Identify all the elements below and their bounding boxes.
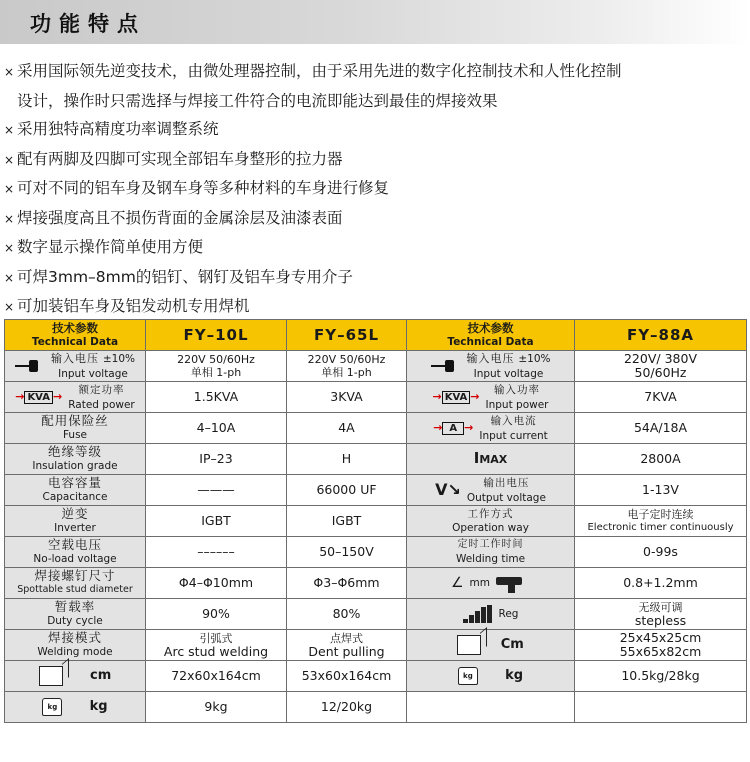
table-row — [5, 630, 747, 661]
bullet-mark: × — [4, 241, 15, 255]
plug-icon — [15, 359, 45, 373]
label-input-power: → KVA → 输入功率 Input power — [407, 382, 575, 413]
feature-item: × 可焊3mm–8mm的铝钉、钢钉及铝车身专用介子 — [4, 263, 748, 293]
bullet-mark: × — [4, 270, 15, 285]
label-regulation: Reg — [407, 599, 575, 630]
label-welding-mode: 焊接模式 Welding mode — [5, 630, 146, 661]
label-input-voltage: 输入电压 ±10% Input voltage — [5, 351, 146, 382]
weight-icon: kg — [42, 698, 62, 716]
label-input-voltage-right: 输入电压 ±10% Input voltage — [407, 351, 575, 382]
weld-gun-icon — [496, 574, 530, 592]
table-row — [5, 537, 747, 568]
label-rated-power: → KVA → 额定功率 Rated power — [5, 382, 146, 413]
value-cell: 66000 UF — [287, 475, 407, 506]
output-voltage-icon: V↘ — [435, 480, 461, 499]
value-cell: 0.8+1.2mm — [575, 568, 747, 599]
label-inverter: 逆变 Inverter — [5, 506, 146, 537]
value-cell: 53x60x164cm — [287, 661, 407, 692]
label-operation-way: 工作方式 Operation way — [407, 506, 575, 537]
feature-item: × 焊接强度高且不损伤背面的金属涂层及油漆表面 — [4, 204, 748, 234]
label-wire-diameter: ∠ mm — [407, 568, 575, 599]
value-cell: 0-99s — [575, 537, 747, 568]
table-row — [5, 692, 747, 723]
label-imax: IMAX — [407, 444, 575, 475]
bullet-mark: × — [4, 182, 15, 196]
table-row — [5, 599, 747, 630]
feature-item: × 采用独特高精度功率调整系统 — [4, 115, 748, 145]
label-input-current: → A → 输入电流 Input current — [407, 413, 575, 444]
label-capacitance: 电容容量 Capacitance — [5, 475, 146, 506]
value-cell: 72x60x164cm — [146, 661, 287, 692]
label-stud-diameter: 焊接螺钉尺寸 Spottable stud diameter — [5, 568, 146, 599]
feature-list — [4, 57, 748, 322]
feature-item: × 数字显示操作简单使用方便 — [4, 233, 748, 263]
value-cell: 10.5kg/28kg — [575, 661, 747, 692]
header-model-fy88a: FY–88A — [575, 320, 747, 351]
value-cell: 50–150V — [287, 537, 407, 568]
page-title: 功能特点 — [30, 12, 146, 36]
feature-item: × 配有两脚及四脚可实现全部铝车身整形的拉力器 — [4, 145, 748, 175]
feature-item: × 可对不同的铝车身及钢车身等多种材料的车身进行修复 — [4, 174, 748, 204]
table-row — [5, 568, 747, 599]
table-row — [5, 506, 747, 537]
value-cell: IP–23 — [146, 444, 287, 475]
value-cell: 引弧式 Arc stud welding — [146, 630, 287, 661]
value-cell: 80% — [287, 599, 407, 630]
feature-item: × 采用国际领先逆变技术，由微处理器控制，由于采用先进的数字化控制技术和人性化控制 — [4, 57, 748, 87]
label-weight-left: kg kg — [5, 692, 146, 723]
bullet-mark: × — [4, 211, 15, 226]
plug-icon — [431, 359, 461, 373]
weight-icon: kg — [458, 667, 478, 685]
value-cell: 220V 50/60Hz 单相 1-ph — [146, 351, 287, 382]
table-row — [5, 413, 747, 444]
value-cell: 4A — [287, 413, 407, 444]
label-insulation-grade: 绝缘等级 Insulation grade — [5, 444, 146, 475]
table-row — [5, 661, 747, 692]
value-cell: 3KVA — [287, 382, 407, 413]
value-cell: 220V 50/60Hz 单相 1-ph — [287, 351, 407, 382]
header-technical-data-right: 技术参数 Technical Data — [407, 320, 575, 351]
value-cell: 25x45x25cm 55x65x82cm — [575, 630, 747, 661]
label-weight-right: kg kg — [407, 661, 575, 692]
value-cell: 12/20kg — [287, 692, 407, 723]
label-welding-time: 定时工作时间 Welding time — [407, 537, 575, 568]
table-row — [5, 444, 747, 475]
stairs-icon — [463, 605, 493, 623]
label-duty-cycle: 暂载率 Duty cycle — [5, 599, 146, 630]
table-row — [5, 351, 747, 382]
table-row — [5, 475, 747, 506]
label-fuse: 配用保险丝 Fuse — [5, 413, 146, 444]
value-cell: 220V/ 380V 50/60Hz — [575, 351, 747, 382]
value-cell: 电子定时连续 Electronic timer continuously — [575, 506, 747, 537]
empty-cell — [407, 692, 575, 723]
value-cell: 1.5KVA — [146, 382, 287, 413]
kva-icon: → KVA → — [15, 390, 63, 403]
value-cell: 90% — [146, 599, 287, 630]
box-icon — [457, 635, 481, 655]
value-cell: H — [287, 444, 407, 475]
kva-icon: → KVA → — [432, 390, 480, 403]
header-model-fy65l: FY–65L — [287, 320, 407, 351]
value-cell: 54A/18A — [575, 413, 747, 444]
label-dimensions-left: cm — [5, 661, 146, 692]
feature-item: × 可加装铝车身及铝发动机专用焊机 — [4, 292, 748, 322]
value-cell: IGBT — [287, 506, 407, 537]
label-output-voltage: V↘ 输出电压 Output voltage — [407, 475, 575, 506]
label-no-load-voltage: 空载电压 No-load voltage — [5, 537, 146, 568]
value-cell: –––––– — [146, 537, 287, 568]
value-cell: ——— — [146, 475, 287, 506]
value-cell: 无级可调 stepless — [575, 599, 747, 630]
table-row — [5, 382, 747, 413]
box-icon — [39, 666, 63, 686]
feature-item: 设计，操作时只需选择与焊接工件符合的电流即能达到最佳的焊接效果 — [17, 91, 498, 110]
value-cell: IGBT — [146, 506, 287, 537]
table-header-row — [5, 320, 747, 351]
bullet-mark: × — [4, 123, 15, 137]
value-cell: 7KVA — [575, 382, 747, 413]
header-model-fy10l: FY–10L — [146, 320, 287, 351]
header-technical-data-left: 技术参数 Technical Data — [5, 320, 146, 351]
value-cell: 4–10A — [146, 413, 287, 444]
value-cell: 9kg — [146, 692, 287, 723]
value-cell: 点焊式 Dent pulling — [287, 630, 407, 661]
bullet-mark: × — [4, 65, 15, 79]
value-cell: Φ3–Φ6mm — [287, 568, 407, 599]
value-cell: 1-13V — [575, 475, 747, 506]
angle-icon: ∠ — [450, 575, 464, 591]
bullet-mark: × — [4, 152, 15, 167]
value-cell: 2800A — [575, 444, 747, 475]
spec-table — [4, 319, 747, 723]
bullet-mark: × — [4, 300, 15, 314]
ampere-icon: → A → — [433, 421, 474, 434]
label-dimensions: Cm — [407, 630, 575, 661]
empty-cell — [575, 692, 747, 723]
value-cell: Φ4–Φ10mm — [146, 568, 287, 599]
